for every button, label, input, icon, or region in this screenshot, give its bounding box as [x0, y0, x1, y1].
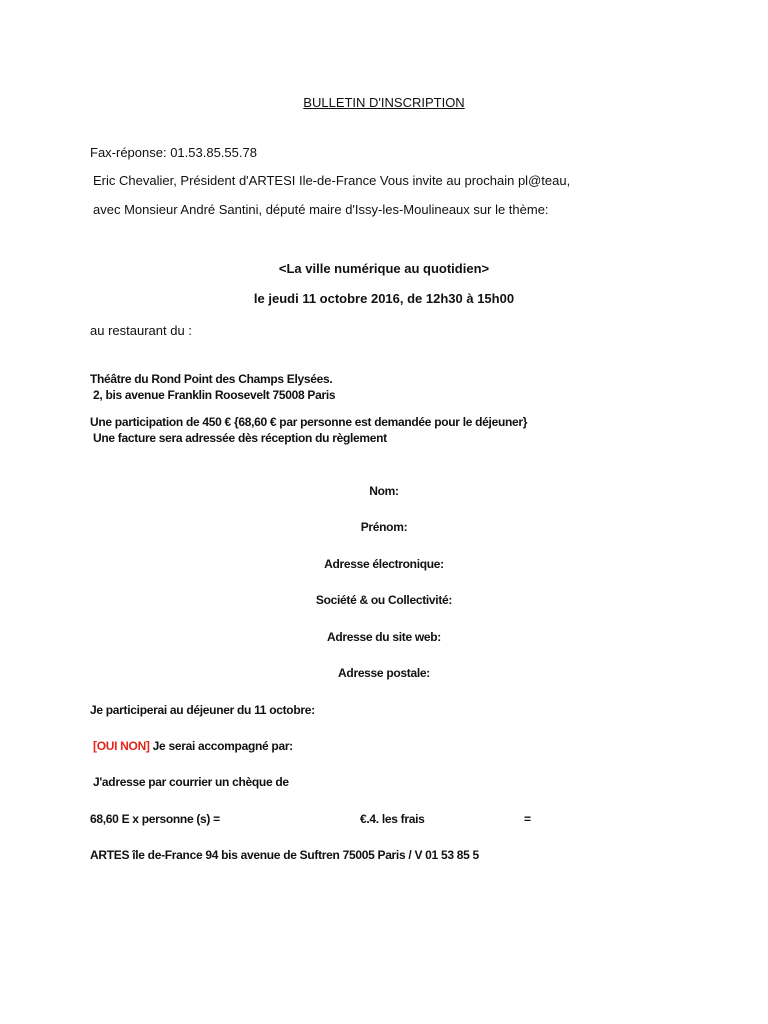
intro-line-2: avec Monsieur André Santini, député maire d'Issy-les-Moulineaux sur le thème: — [93, 202, 549, 217]
participation-line-1: Une participation de 450 € {68,60 € par personne est demandée pour le déjeuner} — [90, 415, 528, 429]
field-adresse-postale: Adresse postale: — [338, 666, 430, 680]
venue-name: Théâtre du Rond Point des Champs Elysées. — [90, 372, 333, 386]
calc-total: = — [524, 812, 531, 826]
field-societe: Société & ou Collectivité: — [315, 593, 453, 607]
intro-line-1: Eric Chevalier, Président d'ARTESI Ile-de-France Vous invite au prochain pl@teau, — [93, 173, 571, 188]
accompanied-line — [93, 740, 293, 752]
field-prenom: Prénom: — [360, 520, 408, 534]
oui-non-choice: [OUI NON] — [93, 739, 150, 753]
venue-intro: au restaurant du : — [90, 323, 192, 338]
document-title: BULLETIN D'INSCRIPTION — [303, 95, 465, 110]
theme-heading: <La ville numérique au quotidien> — [278, 261, 490, 276]
calc-frais: €.4. les frais — [360, 812, 425, 826]
fax-line: Fax-réponse: 01.53.85.55.78 — [90, 145, 257, 160]
event-date: le jeudi 11 octobre 2016, de 12h30 à 15h00 — [253, 291, 515, 306]
accompanied-text: Je serai accompagné par: — [149, 739, 293, 753]
field-site-web: Adresse du site web: — [326, 630, 442, 644]
calc-persons: 68,60 E x personne (s) = — [90, 812, 220, 826]
attendance-line: Je participerai au déjeuner du 11 octobre: — [90, 703, 315, 717]
cheque-line: J'adresse par courrier un chèque de — [93, 775, 289, 789]
footer-address: ARTES île de-France 94 bis avenue de Suftren 75005 Paris / V 01 53 85 5 — [90, 848, 479, 862]
field-email: Adresse électronique: — [324, 557, 444, 571]
field-nom: Nom: — [369, 484, 399, 498]
venue-address: 2, bis avenue Franklin Roosevelt 75008 Paris — [93, 388, 336, 402]
participation-line-2: Une facture sera adressée dès réception du règlement — [93, 431, 387, 445]
